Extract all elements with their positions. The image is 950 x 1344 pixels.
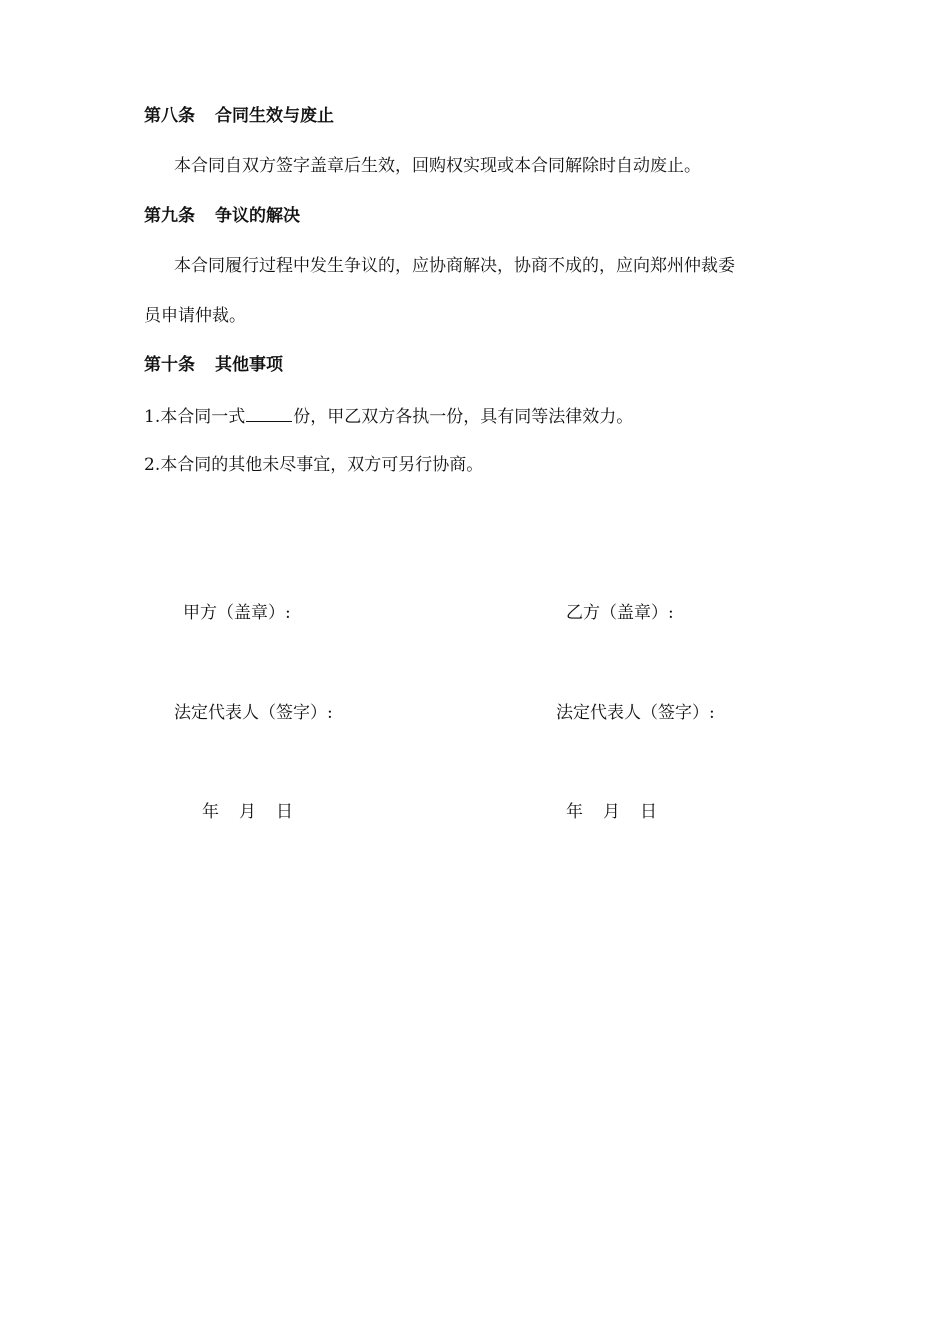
article-9-title: 争议的解决 (215, 206, 300, 226)
party-b-rep-label: 法定代表人（签字）: (556, 703, 715, 723)
article-9-body-line2: 员申请仲裁。 (144, 306, 246, 326)
party-b-date (566, 800, 657, 824)
date-year: 年 (202, 802, 219, 822)
article-9-heading (144, 204, 300, 228)
item-1-text-before: 1.本合同一式 (144, 407, 246, 427)
party-b-seal-label: 乙方（盖章）: (566, 603, 674, 623)
date-month: 月 (603, 802, 620, 822)
article-8-number: 第八条 (144, 106, 195, 126)
article-8-title: 合同生效与废止 (215, 106, 334, 126)
article-10-item-1 (144, 403, 814, 429)
date-year: 年 (566, 802, 583, 822)
date-day: 日 (276, 802, 293, 822)
party-a-date (202, 800, 293, 824)
article-10-item-2: 2.本合同的其他未尽事宜，双方可另行协商。 (144, 455, 484, 475)
article-10-title: 其他事项 (215, 355, 283, 375)
article-9-number: 第九条 (144, 206, 195, 226)
party-a-seal-label: 甲方（盖章）: (183, 603, 291, 623)
article-8-body: 本合同自双方签字盖章后生效，回购权实现或本合同解除时自动废止。 (174, 156, 701, 176)
article-10-heading (144, 353, 283, 377)
item-1-text-after: 份，甲乙双方各执一份，具有同等法律效力。 (293, 407, 634, 427)
copies-blank-line (246, 403, 292, 422)
article-10-number: 第十条 (144, 355, 195, 375)
date-month: 月 (239, 802, 256, 822)
date-day: 日 (640, 802, 657, 822)
article-8-heading (144, 104, 334, 128)
article-9-body-line1: 本合同履行过程中发生争议的，应协商解决，协商不成的，应向郑州仲裁委 (174, 256, 735, 276)
party-a-rep-label: 法定代表人（签字）: (174, 703, 333, 723)
